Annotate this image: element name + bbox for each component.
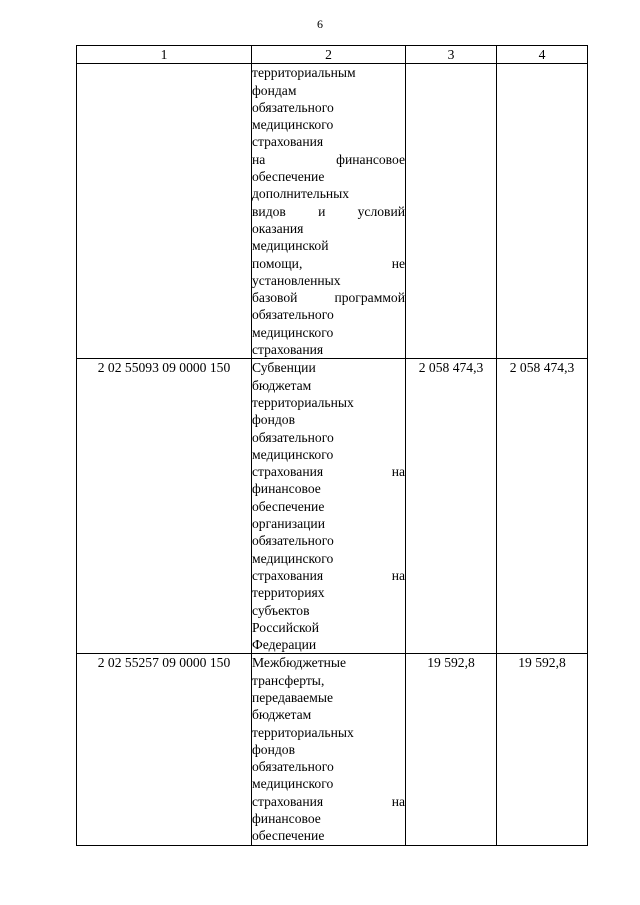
description-line: территориях: [252, 585, 325, 601]
description-line: обязательного: [252, 759, 334, 775]
description-cell: [252, 654, 406, 845]
description-line: Межбюджетные: [252, 655, 347, 671]
description-line: медицинского: [252, 324, 334, 340]
description-line: обеспечение: [252, 498, 325, 514]
description-line: организации: [252, 516, 325, 532]
description-line: на финансовое: [252, 151, 405, 167]
description-line: базовой программой: [252, 290, 405, 306]
description-line: обязательного: [252, 533, 334, 549]
page-number: 6: [317, 17, 323, 31]
budget-code-cell: [77, 64, 252, 359]
amount-cell-col3: 2 058 474,3: [406, 359, 497, 654]
description-line: обязательного: [252, 99, 334, 115]
description-line: страхования на: [252, 567, 405, 583]
budget-table: [76, 45, 588, 846]
description-line: медицинского: [252, 550, 334, 566]
description-line: медицинского: [252, 117, 334, 133]
table-row: [77, 359, 588, 654]
description-line: видов и условий: [252, 203, 405, 219]
table-row: [77, 64, 588, 359]
description-line: финансовое: [252, 811, 321, 827]
description-cell: [252, 359, 406, 654]
amount-cell-col4: 19 592,8: [497, 654, 588, 845]
description-line: фондов: [252, 412, 296, 428]
amount-cell-col3: [406, 64, 497, 359]
description-line: обеспечение: [252, 828, 325, 844]
description-line: бюджетам: [252, 707, 312, 723]
description-line: помощи, не: [252, 255, 405, 271]
description-line: страхования на: [252, 464, 405, 480]
description-line: территориальных: [252, 394, 354, 410]
budget-code-cell: 2 02 55093 09 0000 150: [77, 359, 252, 654]
description-line: страхования: [252, 342, 324, 358]
description-line: Российской: [252, 619, 319, 635]
description-line: обеспечение: [252, 169, 325, 185]
description-line: оказания: [252, 220, 304, 236]
column-header-1: 1: [77, 46, 252, 64]
column-header-4: 4: [497, 46, 588, 64]
description-line: территориальным: [252, 65, 356, 81]
table-header-row: [77, 46, 588, 64]
description-line: обязательного: [252, 429, 334, 445]
table-row: [77, 654, 588, 845]
description-line: страхования на: [252, 793, 405, 809]
description-line: финансовое: [252, 481, 321, 497]
description-line: установленных: [252, 272, 341, 288]
description-cell: [252, 64, 406, 359]
amount-cell-col4: [497, 64, 588, 359]
description-line: страхования: [252, 134, 324, 150]
description-line: медицинской: [252, 238, 329, 254]
amount-cell-col4: 2 058 474,3: [497, 359, 588, 654]
description-line: передаваемые: [252, 689, 333, 705]
description-line: фондов: [252, 741, 296, 757]
description-line: Федерации: [252, 637, 317, 653]
description-line: дополнительных: [252, 186, 350, 202]
table-body: [77, 64, 588, 845]
description-line: трансферты,: [252, 672, 325, 688]
description-line: фондам: [252, 82, 297, 98]
column-header-3: 3: [406, 46, 497, 64]
description-line: субъектов: [252, 602, 310, 618]
description-line: территориальных: [252, 724, 354, 740]
description-line: медицинского: [252, 446, 334, 462]
description-line: медицинского: [252, 776, 334, 792]
description-line: обязательного: [252, 307, 334, 323]
description-line: Субвенции: [252, 360, 316, 376]
column-header-2: 2: [252, 46, 406, 64]
budget-code-cell: 2 02 55257 09 0000 150: [77, 654, 252, 845]
amount-cell-col3: 19 592,8: [406, 654, 497, 845]
description-line: бюджетам: [252, 377, 312, 393]
